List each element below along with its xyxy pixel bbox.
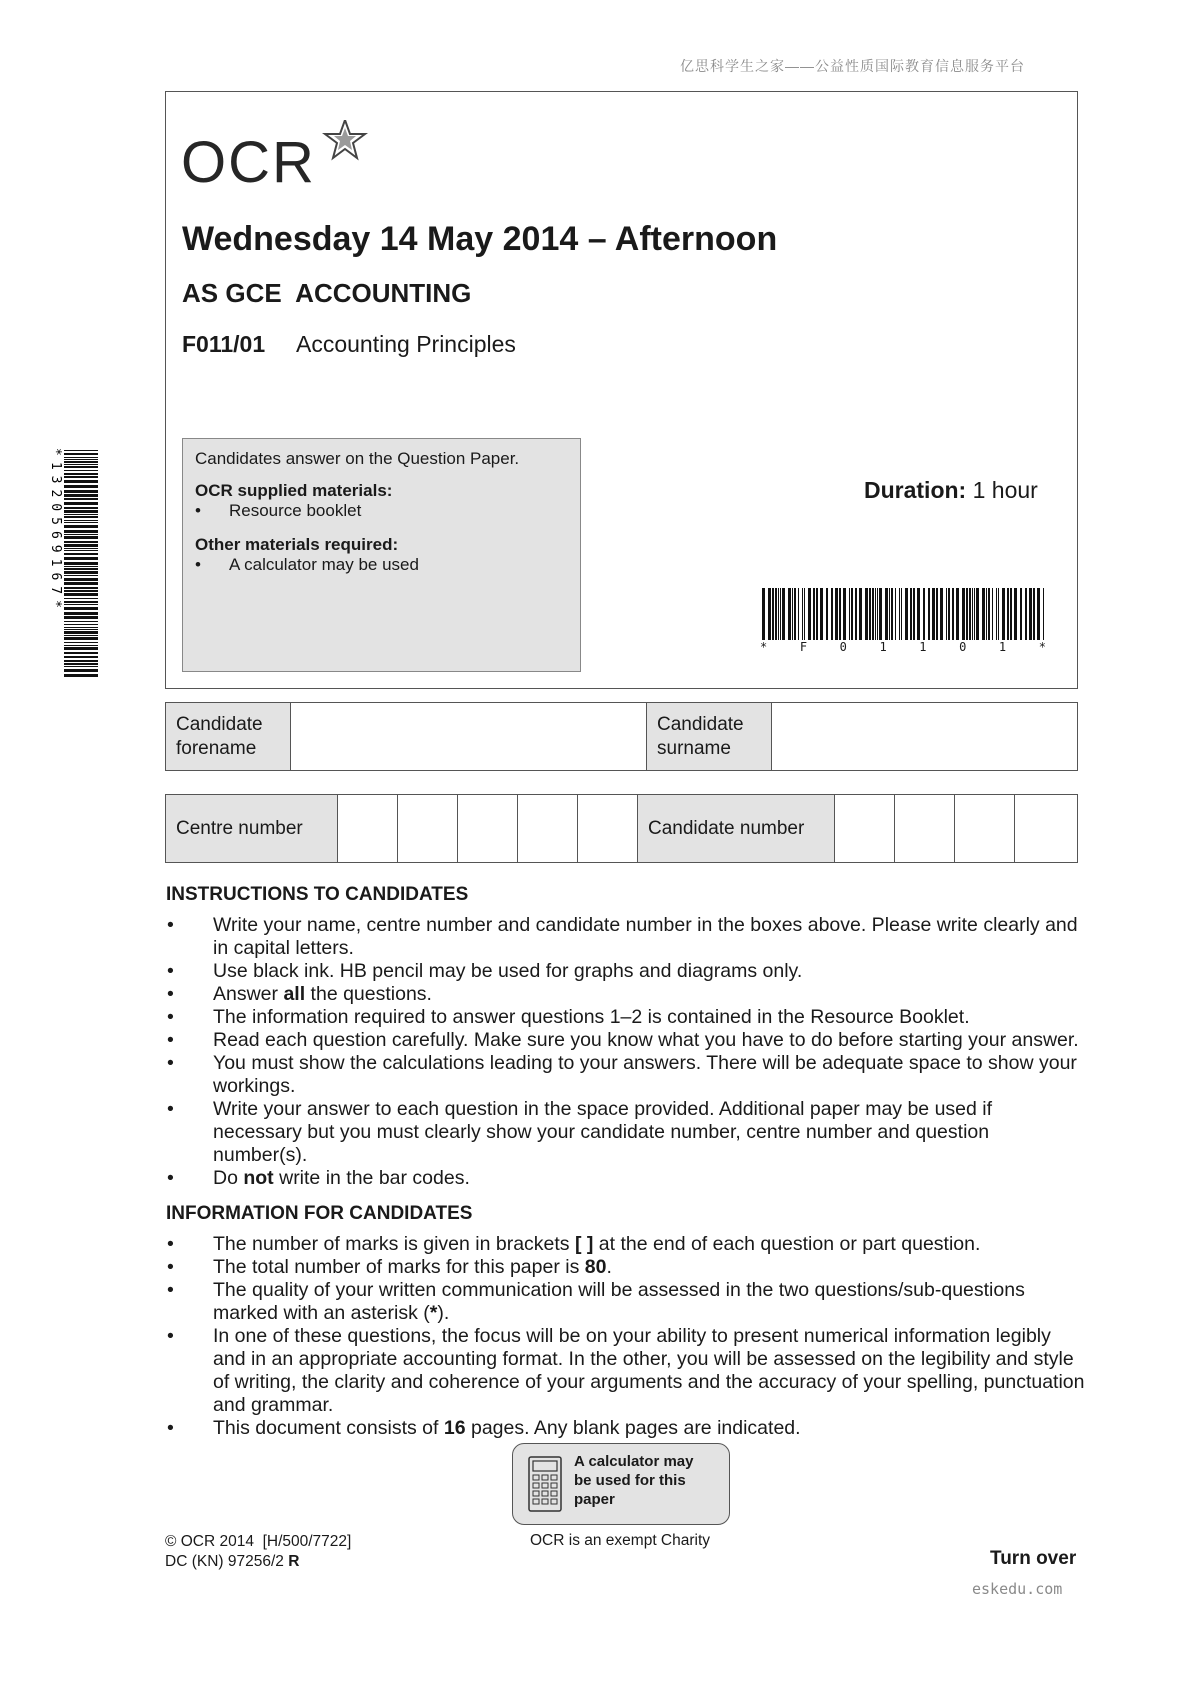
instruction-item-text [213,1006,1086,1029]
information-item-text [213,1417,1086,1440]
barcode-bar [859,588,862,640]
surname-label [647,703,772,771]
barcode-bar [64,598,98,599]
barcode-bar [64,631,98,634]
barcode-bar [885,588,888,640]
surname-input[interactable] [772,703,1078,771]
barcode-bar [64,522,98,523]
instructions-heading: INSTRUCTIONS TO CANDIDATES [166,884,469,905]
instruction-item-text [213,1098,1086,1167]
barcode-bar [792,588,793,640]
barcode-char: 1 [919,640,927,654]
barcode-bar [64,473,98,475]
text-run: This document consists of [213,1417,444,1439]
barcode-bar [946,588,947,640]
vertical-barcode [48,448,100,678]
barcode-bar [1037,588,1040,640]
barcode-bar [889,588,890,640]
bullet: • [167,983,174,1005]
other-item [195,555,568,575]
barcode-bar [932,588,935,640]
barcode-bar [64,645,98,646]
centre-number-box[interactable] [578,795,638,863]
barcode-bar [820,588,823,640]
barcode-bar [64,593,98,596]
barcode-bar [64,502,98,505]
instruction-item-text [213,1167,1086,1190]
barcode-bar [64,635,98,636]
barcode-char: 0 [839,640,847,654]
barcode-bar [64,453,98,455]
other-item-text: A calculator may be used [229,555,419,574]
barcode-bar [952,588,954,640]
calculator-line1: A calculator may [574,1453,694,1470]
barcode-bar [1010,588,1012,640]
barcode-bar [877,588,878,640]
candidate-number-table [165,794,1078,863]
barcode-bar [875,588,876,640]
barcode-bar [64,510,98,513]
instruction-item [166,1006,1086,1029]
barcode-bar [64,557,98,560]
barcode-bar [64,647,98,650]
surname-label-line1: Candidate [657,713,744,735]
emphasis: 80 [584,1256,607,1278]
barcode-bar [64,637,98,640]
barcode-bar [64,660,98,662]
information-item-text [213,1325,1086,1417]
text-run: The information required to answer questions 1–2 is contained in the Resource Booklet. [213,1006,970,1028]
barcode-bar [64,604,98,605]
text-run: Answer [213,983,284,1005]
barcode-bar [839,588,841,640]
horizontal-barcode-text [760,640,1046,654]
barcode-bar [64,516,98,518]
centre-number-box[interactable] [338,795,398,863]
emphasis: 16 [443,1417,466,1439]
supplied-item-text: Resource booklet [229,501,362,520]
barcode-bar [64,490,98,493]
watermark-top: 亿思科学生之家——公益性质国际教育信息服务平台 [680,58,1025,74]
calculator-notice-text [574,1452,724,1509]
text-run: Write your name, centre number and candidate number in the boxes above. Please write clearly and in capital letters. [213,914,1078,959]
bullet: • [167,960,174,982]
barcode-bar [64,627,98,628]
barcode-bar [1033,588,1035,640]
barcode-bar [816,588,818,640]
emphasis: all [283,983,306,1005]
document-code-text: DC (KN) 97256/2 [165,1553,289,1570]
unit-code: F011/01 [182,331,266,357]
barcode-bar [64,450,98,451]
barcode-bar [869,588,871,640]
charity-note: OCR is an exempt Charity [530,1532,711,1549]
text-run: The number of marks is given in brackets [213,1233,575,1255]
footer-left [165,1532,351,1572]
barcode-bar [762,588,765,640]
barcode-bar [64,566,98,567]
barcode-bar [64,480,98,483]
barcode-bar [64,582,98,585]
barcode-bar [986,588,987,640]
barcode-bar [64,562,98,565]
barcode-bar [64,587,98,589]
instruction-item [166,1029,1086,1052]
candidate-number-box[interactable] [1015,795,1078,863]
barcode-bar [64,616,98,619]
bullet: • [167,1006,174,1028]
ocr-logo-text: OCR [181,130,316,190]
barcode-bar [772,588,774,640]
duration [864,477,1038,504]
barcode-bar [802,588,803,640]
calculator-icon [528,1456,562,1512]
text-run: In one of these questions, the focus will be on your ability to present numerical information legibly and in an appropriate accounting format. In the other, you will be assessed on the legibility and style of writing, the clarity and coherence of your arguments and the accuracy of your spelling, punctuation and grammar. [213,1325,1085,1416]
barcode-char: 0 [959,640,967,654]
barcode-bar [64,464,98,465]
candidate-number-box[interactable] [835,795,895,863]
barcode-bar [64,656,98,658]
barcode-bar [923,588,925,640]
barcode-bar [992,588,993,640]
answer-note: Candidates answer on the Question Paper. [195,449,520,468]
barcode-bar [895,588,896,640]
barcode-bar [956,588,959,640]
barcode-bar [64,548,98,549]
bullet: • [167,1417,174,1439]
text-run: Do [213,1167,244,1189]
barcode-bar [835,588,838,640]
barcode-char: 1 [998,640,1007,654]
barcode-bar [962,588,965,640]
document-code [165,1552,351,1572]
barcode-char: * [760,640,768,654]
candidate-number-label: Candidate number [638,795,835,863]
barcode-bar [813,588,815,640]
barcode-bar [1014,588,1017,640]
barcode-bar [64,476,98,478]
ocr-logo-icon [181,120,381,190]
bullet: • [195,555,201,574]
barcode-bar [64,553,98,555]
bullet: • [167,1279,174,1301]
barcode-bar [996,588,997,640]
candidate-name-table [165,702,1078,771]
barcode-bar [64,674,98,677]
duration-label: Duration: [864,477,967,503]
barcode-bar [64,541,98,543]
unit-name: Accounting Principles [296,331,516,357]
other-materials-heading: Other materials required: [195,535,399,554]
information-item-text [213,1279,1086,1325]
barcode-bar [64,550,98,551]
barcode-bar [768,588,771,640]
information-heading: INFORMATION FOR CANDIDATES [166,1203,473,1224]
text-run: . [606,1256,612,1278]
barcode-bar [974,588,975,640]
centre-number-label: Centre number [166,795,338,863]
barcode-char: * [1038,640,1046,654]
barcode-bar [1020,588,1022,640]
barcode-bar [64,530,98,533]
bullet: • [167,1029,174,1051]
barcode-bar [872,588,874,640]
barcode-bar [64,534,98,535]
barcode-bar [778,588,779,640]
instruction-item [166,914,1086,960]
barcode-char: 1 [879,640,887,654]
barcode-bar [843,588,846,640]
instruction-item-text [213,1052,1086,1098]
forename-input[interactable] [291,703,647,771]
information-item [166,1279,1086,1325]
emphasis: not [243,1167,274,1189]
barcode-bar [64,663,98,665]
barcode-bar [64,461,98,463]
barcode-bar [64,624,98,625]
bullet: • [167,1233,174,1255]
instruction-item [166,1167,1086,1190]
barcode-bar [788,588,791,640]
barcode-bar [879,588,882,640]
barcode-bar [64,621,98,622]
surname-label-line2: surname [657,737,731,759]
instruction-item-text [213,914,1086,960]
information-item [166,1325,1086,1417]
barcode-bar [917,588,920,640]
instruction-item [166,1052,1086,1098]
barcode-bar [64,466,98,468]
text-run: the questions. [305,983,432,1005]
centre-number-box[interactable] [518,795,578,863]
barcode-bar [808,588,811,640]
calculator-line2: be used for this [574,1472,686,1489]
barcode-bar [64,652,98,654]
candidate-number-box[interactable] [895,795,955,863]
barcode-bar [64,470,98,471]
barcode-bar [905,588,908,640]
text-run: Use black ink. HB pencil may be used for graphs and diagrams only. [213,960,803,982]
instruction-item [166,960,1086,983]
instruction-item-text [213,1029,1086,1052]
information-item [166,1233,1086,1256]
barcode-bar [798,588,799,640]
barcode-bar [1043,588,1044,640]
barcode-bar [64,485,98,488]
barcode-bar [64,607,98,610]
barcode-bar [901,588,902,640]
barcode-bar [1007,588,1009,640]
barcode-bar [998,588,999,640]
barcode-bar [940,588,943,640]
barcode-bar [865,588,868,640]
barcode-bar [804,588,805,640]
barcode-bar [966,588,968,640]
barcode-bar [64,494,98,497]
forename-label-line1: Candidate [176,713,263,735]
emphasis: [ ] [574,1233,594,1255]
subject-title: AS GCE ACCOUNTING [182,278,472,308]
barcode-bar [64,525,98,528]
barcode-bar [972,588,973,640]
copyright: © OCR 2014 [H/500/7722] [165,1533,352,1550]
barcode-bar [899,588,900,640]
barcode-bar [64,642,98,643]
bullet: • [167,1167,174,1189]
barcode-bar [64,568,98,570]
horizontal-barcode [760,588,1046,646]
duration-value: 1 hour [966,477,1038,503]
bullet: • [195,501,201,520]
barcode-bar [948,588,950,640]
text-run: write in the bar codes. [273,1167,470,1189]
barcode-bar [831,588,833,640]
barcode-bar [1025,588,1027,640]
materials-box [182,438,581,672]
barcode-bar [891,588,893,640]
text-run: ). [437,1302,450,1324]
barcode-bar [64,507,98,509]
watermark-bottom: eskedu.com [972,1580,1063,1598]
centre-number-box[interactable] [458,795,518,863]
barcode-bar [988,588,990,640]
barcode-bar [64,498,98,500]
text-run: pages. Any blank pages are indicated. [465,1417,801,1439]
information-item-text [213,1256,1086,1279]
barcode-bar [913,588,915,640]
exam-date: Wednesday 14 May 2014 – Afternoon [182,220,778,258]
barcode-bar [780,588,781,640]
barcode-bar [782,588,785,640]
ocr-logo [181,120,381,195]
barcode-bar [64,457,98,458]
text-run: The quality of your written communication will be assessed in the two questions/sub-questions marked with an asterisk ( [213,1279,1025,1324]
barcode-char: F [799,640,808,654]
information-item [166,1256,1086,1279]
bullet: • [167,1052,174,1074]
instruction-item-text [213,983,1086,1006]
barcode-bar [775,588,777,640]
barcode-bar [826,588,828,640]
bullet: • [167,914,174,936]
barcode-bar [64,544,98,547]
barcode-bar [64,514,98,515]
barcode-bar [64,590,98,592]
centre-number-box[interactable] [398,795,458,863]
barcode-bar [1029,588,1032,640]
text-run: Read each question carefully. Make sure you know what you have to do before starting your answer. [213,1029,1079,1051]
barcode-bar [849,588,850,640]
supplied-materials-heading: OCR supplied materials: [195,481,393,500]
barcode-bar [1002,588,1005,640]
instructions-list [166,914,1086,1190]
barcode-bar [794,588,796,640]
barcode-bar [855,588,857,640]
calculator-line3: paper [574,1491,615,1508]
instruction-item-text [213,960,1086,983]
barcode-bar [64,666,98,667]
barcode-bar [64,612,98,615]
text-run: The total number of marks for this paper is [213,1256,585,1278]
forename-label [166,703,291,771]
barcode-bar [64,575,98,576]
barcode-bar [64,669,98,672]
text-run: at the end of each question or part question. [593,1233,981,1255]
forename-label-line2: forename [176,737,257,759]
information-item [166,1417,1086,1440]
barcode-bar [969,588,971,640]
candidate-number-box[interactable] [955,795,1015,863]
barcode-bar [982,588,985,640]
barcode-bar [64,571,98,574]
barcode-bar [936,588,938,640]
barcode-bar [64,459,98,460]
barcode-bar [976,588,979,640]
bullet: • [167,1325,174,1347]
vertical-barcode-text: *1320569167* [48,448,63,614]
information-list [166,1233,1086,1440]
instruction-item [166,983,1086,1006]
supplied-item [195,501,568,521]
text-run: You must show the calculations leading to your answers. There will be adequate space to show your workings. [213,1052,1077,1097]
barcode-bar [910,588,912,640]
instruction-item [166,1098,1086,1167]
turn-over: Turn over [990,1548,1077,1569]
emphasis: * [429,1302,438,1324]
barcode-bar [64,601,98,603]
text-run: Write your answer to each question in the space provided. Additional paper may be used if necessary but you must clearly show your candidate number, centre number and question number(s). [213,1098,993,1166]
barcode-bar [851,588,853,640]
barcode-bar [64,536,98,539]
barcode-bar [64,578,98,581]
bullet: • [167,1256,174,1278]
barcode-bar [64,629,98,630]
document-code-bold: R [288,1553,300,1570]
information-item-text [213,1233,1086,1256]
barcode-bar [64,520,98,521]
bullet: • [167,1098,174,1120]
barcode-bar [928,588,930,640]
